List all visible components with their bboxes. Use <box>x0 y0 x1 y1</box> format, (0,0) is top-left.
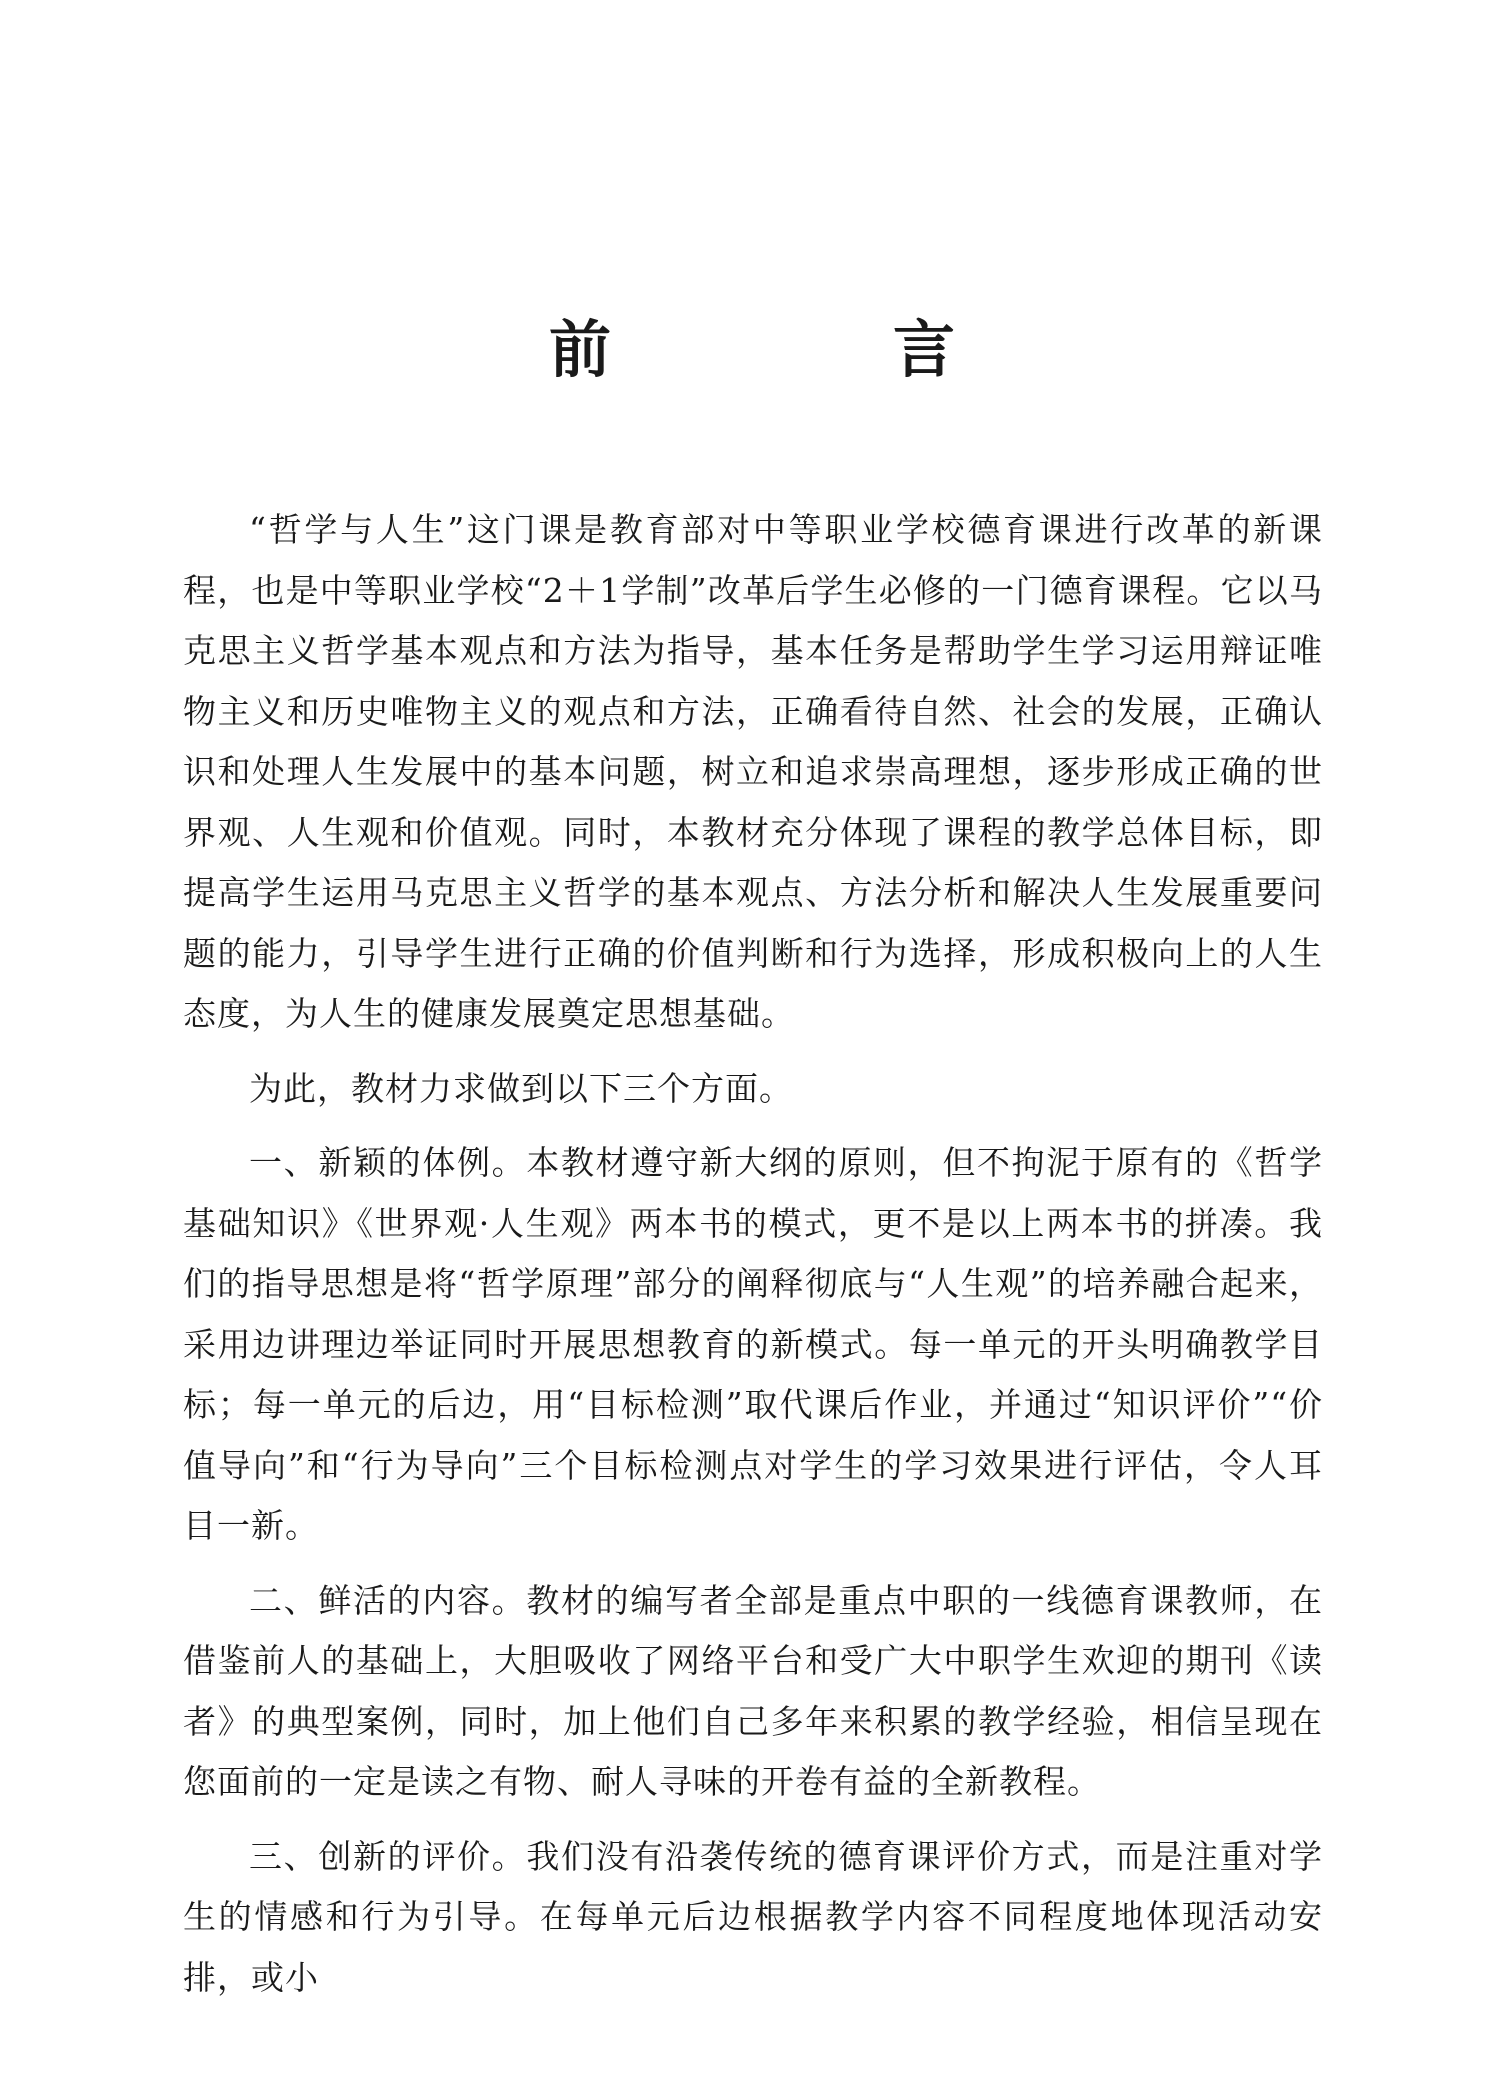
body-text <box>183 500 1323 2008</box>
paragraph-intro: “哲学与人生”这门课是教育部对中等职业学校德育课进行改革的新课程，也是中等职业学校“2＋1学制”改革后学生必修的一门德育课程。它以马克思主义哲学基本观点和方法为指导，基本任务是帮助学生学习运用辩证唯物主义和历史唯物主义的观点和方法，正确看待自然、社会的发展，正确认识和处理人生发展中的基本问题，树立和追求崇高理想，逐步形成正确的世界观、人生观和价值观。同时，本教材充分体现了课程的教学总体目标，即提高学生运用马克思主义哲学的基本观点、方法分析和解决人生发展重要问题的能力，引导学生进行正确的价值判断和行为选择，形成积极向上的人生态度，为人生的健康发展奠定思想基础。 <box>183 510 1323 1033</box>
paragraph-aims: 为此，教材力求做到以下三个方面。 <box>249 1068 793 1108</box>
paragraph-point-three: 三、创新的评价。我们没有沿袭传统的德育课评价方式，而是注重对学生的情感和行为引导。在每单元后边根据教学内容不同程度地体现活动安排，或小 <box>183 1836 1323 1997</box>
paragraph-point-two: 二、鲜活的内容。教材的编写者全部是重点中职的一线德育课教师，在借鉴前人的基础上，大胆吸收了网络平台和受广大中职学生欢迎的期刊《读者》的典型案例，同时，加上他们自己多年来积累的教学经验，相信呈现在您面前的一定是读之有物、耐人寻味的开卷有益的全新教程。 <box>183 1580 1323 1801</box>
page-title: 前 言 <box>548 313 1065 386</box>
paragraph-point-one: 一、新颖的体例。本教材遵守新大纲的原则，但不拘泥于原有的《哲学基础知识》《世界观·人生观》两本书的模式，更不是以上两本书的拼凑。我们的指导思想是将“哲学原理”部分的阐释彻底与“人生观”的培养融合起来，采用边讲理边举证同时开展思想教育的新模式。每一单元的开头明确教学目标；每一单元的后边，用“目标检测”取代课后作业，并通过“知识评价”“价值导向”和“行为导向”三个目标检测点对学生的学习效果进行评估，令人耳目一新。 <box>183 1143 1323 1545</box>
